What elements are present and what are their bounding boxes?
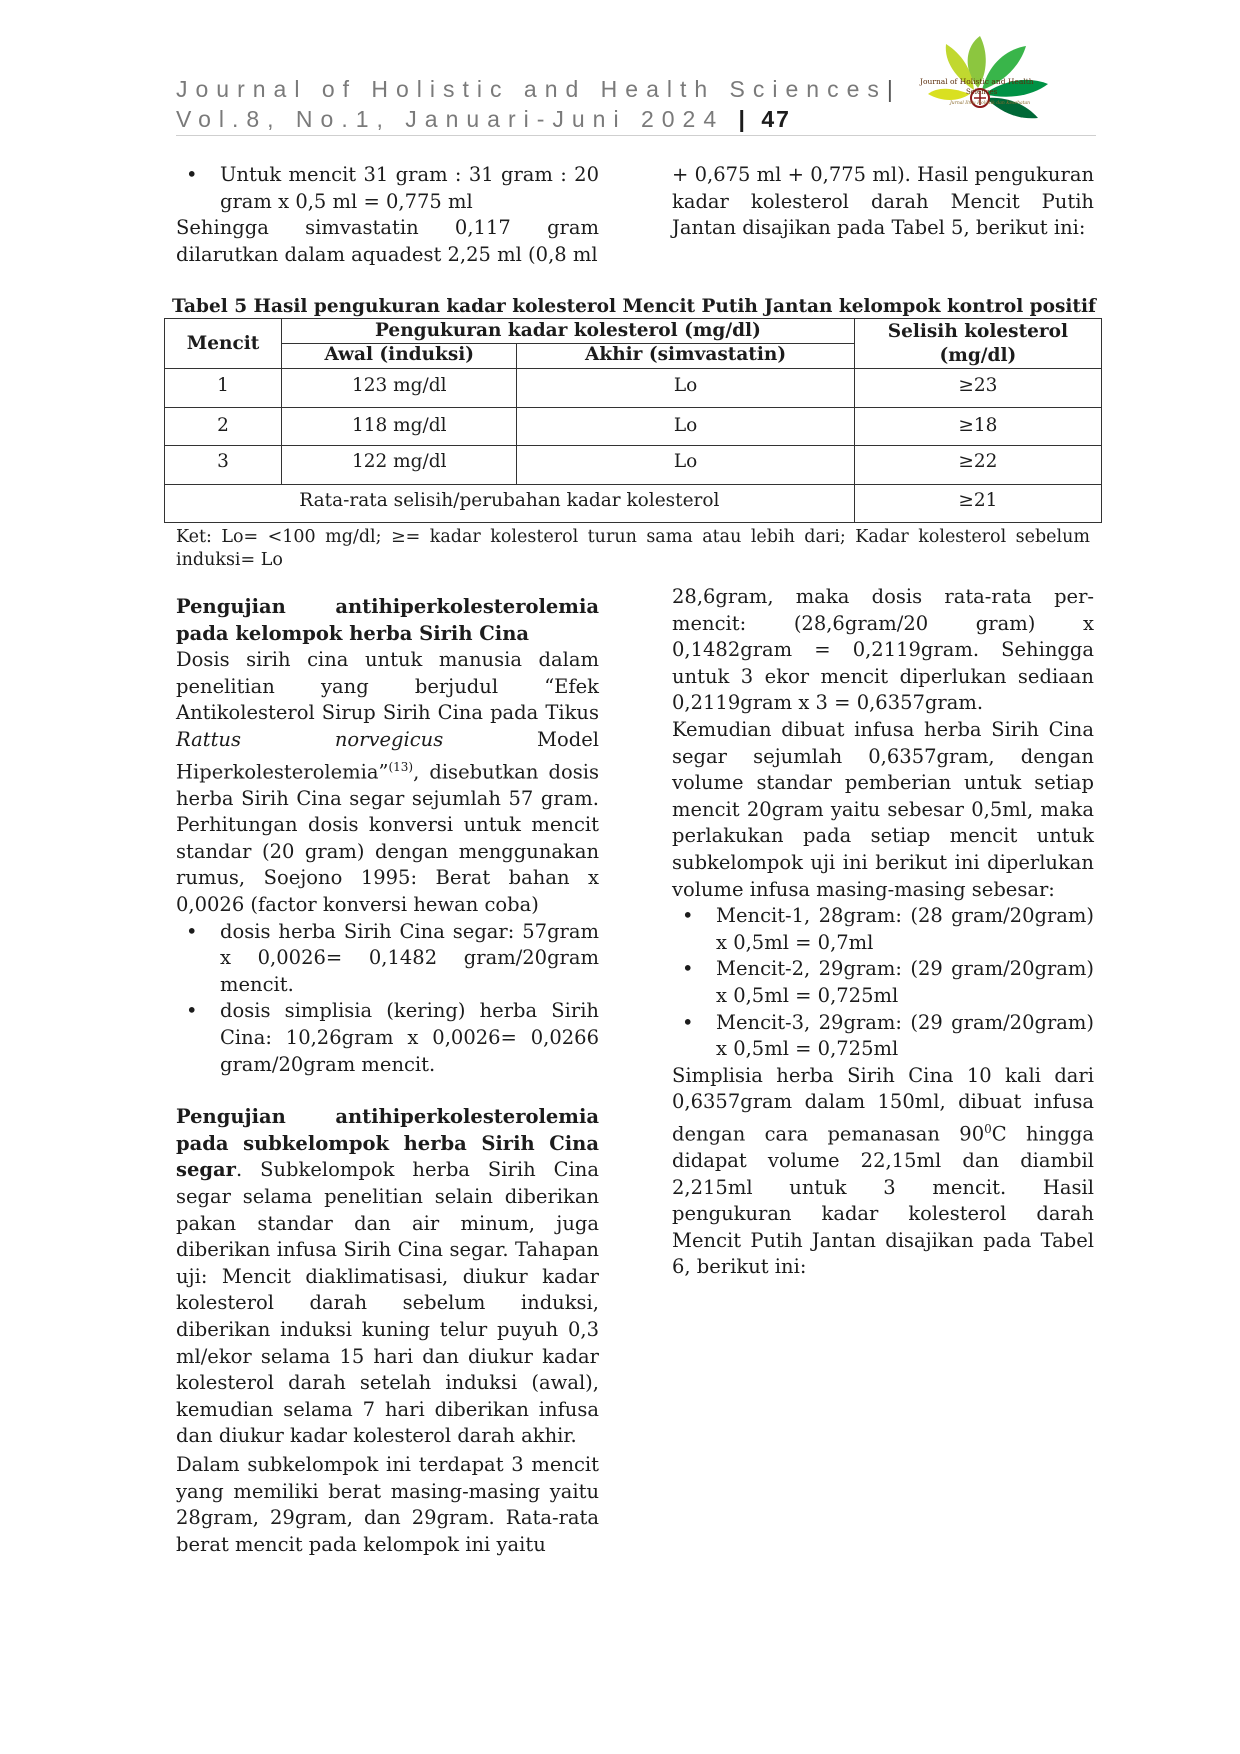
table5-average-label: Rata-rata selisih/perubahan kadar kolesterol: [165, 485, 855, 523]
table5-header-awal: Awal (induksi): [282, 344, 517, 369]
table5-note: Ket: Lo= <100 mg/dl; ≥= kadar kolesterol turun sama atau lebih dari; Kadar kolesterol sebelum induksi= Lo: [176, 527, 1090, 570]
table5-cell-awal: 118 mg/dl: [282, 408, 517, 446]
volume-info: Vol.8, No.1, Januari-Juni 2024: [176, 106, 725, 132]
volume-line: [176, 106, 791, 133]
right-column: [672, 584, 1094, 1281]
right-paragraph-3: [672, 1063, 1094, 1281]
left-paragraph-2: [176, 1104, 599, 1450]
left-paragraph-1: [176, 647, 599, 918]
left-paragraph-1-a: Dosis sirih cina untuk manusia dalam penelitian yang berjudul “Efek Antikolesterol Sirup Sirih Cina pada Tikus: [176, 648, 599, 725]
table5-header-selisih: Selisih kolesterol (mg/dl): [854, 319, 1101, 369]
table5-cell-akhir: Lo: [517, 446, 854, 485]
table5-cell-mencit: 1: [165, 369, 282, 408]
table5-cell-akhir: Lo: [517, 408, 854, 446]
volume-bullet-list: [672, 903, 1094, 1063]
table5-cell-selisih: ≥22: [854, 446, 1101, 485]
right-paragraph-2: Kemudian dibuat infusa herba Sirih Cina segar sejumlah 0,6357gram, dengan volume standar pemberian untuk setiap mencit 20gram yaitu sebesar 0,5ml, maka perlakukan pada setiap mencit untuk subkelompok uji ini berikut ini diperlukan volume infusa masing-masing sebesar:: [672, 717, 1094, 901]
table5-cell-mencit: 3: [165, 446, 282, 485]
journal-title: Journal of Holistic and Health Sciences: [176, 76, 887, 102]
right-paragraph-3-a: Simplisia herba Sirih Cina 10 kali dari 0,6357gram dalam 150ml, dibuat infusa dengan cara pemanasan 90: [672, 1063, 1094, 1146]
section-heading-1: Pengujian antihiperkolesterolemia pada kelompok herba Sirih Cina: [176, 595, 599, 645]
dose-bullet: • dosis herba Sirih Cina segar: 57gram x 0,0026= 0,1482 gram/20gram mencit.: [176, 919, 599, 999]
volume-bullet: • Mencit-1, 28gram: (28 gram/20gram) x 0,5ml = 0,7ml: [672, 903, 1094, 956]
species-name: Rattus norvegicus: [176, 727, 444, 751]
table5-cell-awal: 123 mg/dl: [282, 369, 517, 408]
table5-row: [165, 408, 1102, 446]
citation-13: (13): [388, 759, 414, 774]
top-left-block: [176, 162, 599, 268]
left-paragraph-1-c: , disebutkan dosis herba Sirih Cina segar sejumlah 57 gram. Perhitungan dosis konversi untuk mencit standar (20 gram) dengan menggunakan rumus, Soejono 1995: Berat bahan x 0,0026 (factor konversi hewan coba): [176, 760, 599, 917]
top-right-block: [672, 162, 1094, 242]
journal-logo: [870, 28, 1070, 138]
table5-header-mencit: Mencit: [165, 319, 282, 369]
dose-bullet: • dosis simplisia (kering) herba Sirih Cina: 10,26gram x 0,0026= 0,0266 gram/20gram mencit.: [176, 998, 599, 1078]
volume-bullet: • Mencit-3, 29gram: (29 gram/20gram) x 0,5ml = 0,725ml: [672, 1010, 1094, 1063]
table5-average-value: ≥21: [854, 485, 1101, 523]
top-left-bullet-list: [176, 162, 599, 215]
table5-header-akhir: Akhir (simvastatin): [517, 344, 854, 369]
left-paragraph-2-text: . Subkelompok herba Sirih Cina segar selama penelitian selain diberikan pakan standar dan air minum, juga diberikan infusa Sirih Cina segar. Tahapan uji: Mencit diaklimatisasi, diukur kadar kolesterol darah sebelum induksi, diberikan induksi kuning telur puyuh 0,3 ml/ekor selama 15 hari dan diukur kadar kolesterol darah setelah induksi (awal), kemudian selama 7 hari diberikan infusa dan diukur kadar kolesterol darah akhir.: [176, 1158, 599, 1448]
table5-header-pengukuran: Pengukuran kadar kolesterol (mg/dl): [282, 319, 855, 344]
table5-average-row: [165, 485, 1102, 523]
table5-row: [165, 369, 1102, 408]
table5-caption: Tabel 5 Hasil pengukuran kadar kolesterol Mencit Putih Jantan kelompok kontrol positif: [172, 296, 1096, 317]
table5-cell-akhir: Lo: [517, 369, 854, 408]
dose-bullet-list: [176, 919, 599, 1079]
table5: [164, 318, 1102, 523]
page-number: 47: [761, 106, 791, 132]
journal-title-line: [176, 76, 901, 103]
table5-cell-mencit: 2: [165, 408, 282, 446]
left-column: [176, 594, 599, 1558]
table5-row: [165, 446, 1102, 485]
header-separator: |: [886, 76, 901, 102]
top-left-bullet: • Untuk mencit 31 gram : 31 gram : 20 gram x 0,5 ml = 0,775 ml: [176, 162, 599, 215]
volume-bullet: • Mencit-2, 29gram: (29 gram/20gram) x 0,5ml = 0,725ml: [672, 956, 1094, 1009]
right-paragraph-1: 28,6gram, maka dosis rata-rata per-mencit: (28,6gram/20 gram) x 0,1482gram = 0,2119gram. Sehingga untuk 3 ekor mencit diperlukan sediaan 0,2119gram x 3 = 0,6357gram.: [672, 585, 1094, 715]
section-heading-2: Pengujian antihiperkolesterolemia pada subkelompok herba Sirih Cina segar: [176, 1105, 599, 1182]
table5-cell-selisih: ≥23: [854, 369, 1101, 408]
table5-cell-selisih: ≥18: [854, 408, 1101, 446]
top-right-paragraph: + 0,675 ml + 0,775 ml). Hasil pengukuran kadar kolesterol darah Mencit Putih Jantan disajikan pada Tabel 5, berikut ini:: [672, 163, 1094, 240]
logo-text-1: Journal of Holistic and Health: [920, 77, 1034, 86]
logo-text-2: Sciences: [966, 88, 998, 96]
degree-superscript: 0: [984, 1121, 992, 1136]
page-separator: |: [738, 106, 747, 132]
logo-text-3: Jurnal Ilmu Holistik dan Kesehatan: [950, 101, 1031, 106]
top-left-paragraph: Sehingga simvastatin 0,117 gram dilarutkan dalam aquadest 2,25 ml (0,8 ml: [176, 216, 599, 266]
left-paragraph-3: Dalam subkelompok ini terdapat 3 mencit yang memiliki berat masing-masing yaitu 28gram, 29gram, dan 29gram. Rata-rata berat mencit pada kelompok ini yaitu: [176, 1452, 599, 1556]
right-paragraph-3-b: C hingga didapat volume 22,15ml dan diambil 2,215ml untuk 3 mencit. Hasil pengukuran kadar kolesterol darah Mencit Putih Jantan disajikan pada Tabel 6, berikut ini:: [672, 1122, 1094, 1279]
table5-cell-awal: 122 mg/dl: [282, 446, 517, 485]
left-paragraph-1-b: Model Hiperkolesterolemia”: [176, 727, 599, 784]
